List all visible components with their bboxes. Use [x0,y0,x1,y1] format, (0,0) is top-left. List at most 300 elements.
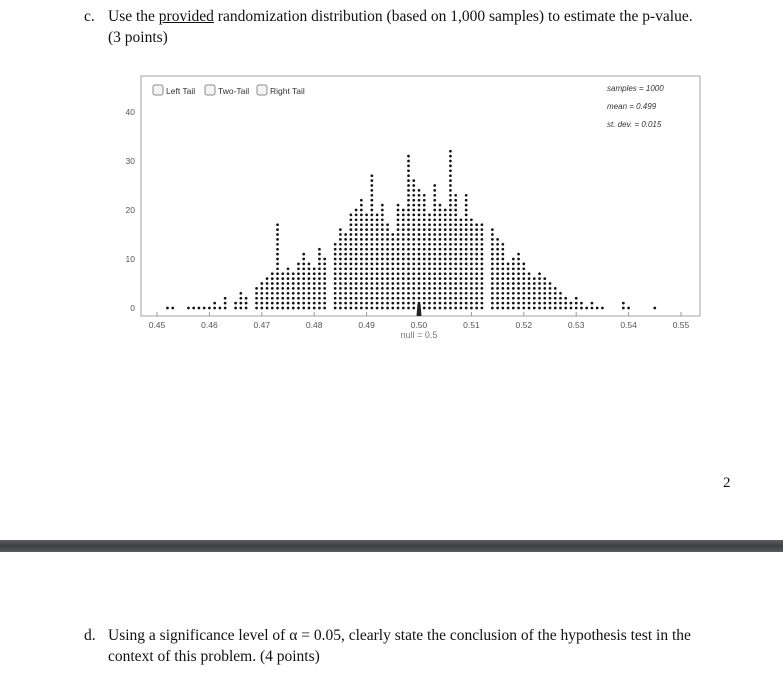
dot [533,292,536,295]
dot [491,282,494,285]
dot [423,233,426,236]
dot [386,263,389,266]
dot [460,233,463,236]
y-axis [126,107,136,313]
x-tick-label: 0.55 [672,320,690,330]
dot [428,243,431,246]
dot [465,263,468,266]
dot [281,307,284,310]
left-tail-checkbox[interactable] [153,85,195,96]
x-tick-label: 0.50 [410,320,428,330]
dot [412,228,415,231]
dot [407,218,410,221]
dot [224,307,227,310]
dot [234,307,237,310]
dot [402,263,405,266]
dot [423,258,426,261]
dot [465,282,468,285]
dot [512,263,515,266]
dot [381,238,384,241]
dot [407,258,410,261]
dot [454,214,457,217]
dot [460,267,463,270]
dot [470,292,473,295]
dot [554,292,557,295]
dot [313,277,316,280]
dot [370,223,373,226]
dot [460,243,463,246]
dot [433,282,436,285]
dot [297,277,300,280]
dot [549,287,552,290]
dot [370,248,373,251]
dot [370,233,373,236]
dot [522,277,525,280]
dot [522,302,525,305]
dot [365,233,368,236]
dot [370,253,373,256]
two-tail-checkbox-box[interactable] [205,85,215,95]
dot [491,277,494,280]
dot [522,263,525,266]
dot [439,218,442,221]
dot [412,253,415,256]
dot [339,292,342,295]
dot [418,253,421,256]
dot [433,272,436,275]
dot [302,267,305,270]
dot [407,282,410,285]
dot [344,292,347,295]
dot [428,218,431,221]
dot [166,307,169,310]
dot [470,258,473,261]
dot [512,267,515,270]
dot [407,184,410,187]
dot [412,194,415,197]
dot [350,214,353,217]
dot [365,277,368,280]
dot [318,277,321,280]
dot [276,267,279,270]
dot [449,238,452,241]
dot [350,287,353,290]
dot [360,263,363,266]
dot [381,209,384,212]
dot [407,263,410,266]
dot [287,287,290,290]
right-tail-checkbox-box[interactable] [257,85,267,95]
dot [423,292,426,295]
dot [412,292,415,295]
dot [355,209,358,212]
dot [454,228,457,231]
dot [344,258,347,261]
dot [501,243,504,246]
dot [418,267,421,270]
dot [423,297,426,300]
dot [423,287,426,290]
x-tick-label: 0.48 [305,320,323,330]
dot [418,238,421,241]
dot [496,282,499,285]
dot [334,297,337,300]
dot [381,267,384,270]
dot [496,297,499,300]
dot [439,223,442,226]
dot [339,248,342,251]
dot [407,277,410,280]
dot [365,302,368,305]
dot [522,292,525,295]
dot [292,287,295,290]
dot [428,253,431,256]
dot [292,277,295,280]
dot [281,287,284,290]
dot [381,287,384,290]
dot [454,248,457,251]
dot [475,307,478,310]
dot [355,282,358,285]
dot [276,263,279,266]
dot [407,292,410,295]
dot [407,233,410,236]
dot [334,292,337,295]
two-tail-checkbox[interactable] [205,85,249,96]
dot [575,307,578,310]
dot [365,218,368,221]
y-tick-label: 20 [125,205,135,215]
dot [350,243,353,246]
dot [439,204,442,207]
dot [350,253,353,256]
dot [245,302,248,305]
dot [334,307,337,310]
dot [418,194,421,197]
dot [376,223,379,226]
dot [475,248,478,251]
dot [355,263,358,266]
dot [287,297,290,300]
dot [470,272,473,275]
dot [507,267,510,270]
dot [538,292,541,295]
dot [370,302,373,305]
dot [428,258,431,261]
dot [470,282,473,285]
dot [418,214,421,217]
dot [370,287,373,290]
dot [470,263,473,266]
dot [386,277,389,280]
dot [308,263,311,266]
dot [481,223,484,226]
dot [528,272,531,275]
dot [454,263,457,266]
dot [449,150,452,153]
dot [360,209,363,212]
dot [444,297,447,300]
dot [308,277,311,280]
dot [465,307,468,310]
dot [350,297,353,300]
dot [444,302,447,305]
dot [428,233,431,236]
dot [407,160,410,163]
dot [360,199,363,202]
dot [465,253,468,256]
dot [308,307,311,310]
dot [454,238,457,241]
dot [391,253,394,256]
dot [481,248,484,251]
dot [334,272,337,275]
dot [224,297,227,300]
dot [517,272,520,275]
dot [433,258,436,261]
dot [449,179,452,182]
dot [418,292,421,295]
dot [465,209,468,212]
dot [433,287,436,290]
dot [491,267,494,270]
right-tail-checkbox[interactable] [257,85,305,96]
dot [370,209,373,212]
dot [407,223,410,226]
dot [418,282,421,285]
dot [402,253,405,256]
dot [397,263,400,266]
dot [355,233,358,236]
dot [517,267,520,270]
dot [423,248,426,251]
dot [219,307,222,310]
dot [549,292,552,295]
dot [323,277,326,280]
dot [370,214,373,217]
dot [339,267,342,270]
page-number: 2 [723,475,731,491]
dot [454,277,457,280]
dot [386,238,389,241]
dot [355,302,358,305]
dot [350,307,353,310]
dot [407,189,410,192]
dot [465,243,468,246]
dot [334,243,337,246]
left-tail-checkbox-box[interactable] [153,85,163,95]
dot [365,248,368,251]
dot [255,297,258,300]
dot [465,297,468,300]
x-tick-label: 0.45 [148,320,166,330]
dot [407,194,410,197]
dot [454,199,457,202]
dot [543,287,546,290]
dot [407,302,410,305]
dot [444,228,447,231]
dot [439,272,442,275]
dot [386,297,389,300]
dot [449,292,452,295]
dot [481,243,484,246]
dot [439,243,442,246]
dot [491,228,494,231]
dot [418,287,421,290]
dot [653,307,656,310]
dotplot-svg [111,72,711,344]
dot [428,287,431,290]
dot [538,297,541,300]
dot [355,292,358,295]
dot [370,263,373,266]
dot [266,292,269,295]
dot [360,223,363,226]
dot [407,165,410,168]
dot [334,282,337,285]
dot [449,243,452,246]
dot [512,307,515,310]
dot [449,160,452,163]
dot [260,282,263,285]
dot [302,272,305,275]
dot [528,287,531,290]
dot [475,223,478,226]
dot [397,282,400,285]
dot [271,287,274,290]
dot [412,233,415,236]
dot [260,302,263,305]
dot [533,297,536,300]
y-tick-label: 10 [125,254,135,264]
dot [402,258,405,261]
dot [465,302,468,305]
dot [381,214,384,217]
dot [355,248,358,251]
dot [454,272,457,275]
dot [318,307,321,310]
dot [454,209,457,212]
dot [444,253,447,256]
dot [481,287,484,290]
dot [339,307,342,310]
dot [444,272,447,275]
dot [376,263,379,266]
dot [449,209,452,212]
dot [397,204,400,207]
dot [454,258,457,261]
dot [491,302,494,305]
dot [255,302,258,305]
dot [433,194,436,197]
dot [543,302,546,305]
dot [276,248,279,251]
dot [501,277,504,280]
dot [313,282,316,285]
dot [365,287,368,290]
dot [386,307,389,310]
dot [302,263,305,266]
dot [543,277,546,280]
dot [470,218,473,221]
dot [470,297,473,300]
y-tick-label: 0 [130,303,135,313]
dot [460,302,463,305]
question-c [84,6,744,48]
dot [501,248,504,251]
dot [439,292,442,295]
dot [538,277,541,280]
dot [370,184,373,187]
dot [276,253,279,256]
y-tick-label: 30 [125,156,135,166]
question-d-letter: d. [84,627,96,644]
dot [402,214,405,217]
dot [460,218,463,221]
dot [418,204,421,207]
dot [543,282,546,285]
dot [239,302,242,305]
dot [501,307,504,310]
dot [381,218,384,221]
dot [208,307,211,310]
dot [449,258,452,261]
dot [397,302,400,305]
dot [381,307,384,310]
dot [465,238,468,241]
dot [428,228,431,231]
dot [260,287,263,290]
dot [350,292,353,295]
dot [444,287,447,290]
dot [507,292,510,295]
dot [407,272,410,275]
dot [564,302,567,305]
dot [570,302,573,305]
x-tick-label: 0.52 [515,320,533,330]
dot [365,258,368,261]
dot [423,302,426,305]
dot [350,248,353,251]
dot [465,204,468,207]
dot [418,189,421,192]
dot [507,263,510,266]
dot [407,248,410,251]
dot [454,243,457,246]
dot [481,272,484,275]
dot [308,267,311,270]
dot [297,272,300,275]
dot [501,253,504,256]
dot [439,233,442,236]
dot [407,297,410,300]
dot [460,272,463,275]
question-d-text-line1: Using a significance level of α = 0.05, clearly state the conclusion of the hypothesis test in the [108,627,691,644]
dot [470,238,473,241]
dot [381,272,384,275]
dot [481,253,484,256]
dot [460,248,463,251]
dot [428,297,431,300]
dot [397,253,400,256]
dot [391,233,394,236]
dot [428,248,431,251]
dot [418,218,421,221]
dot [449,194,452,197]
dot [433,184,436,187]
dot [302,307,305,310]
dot [376,233,379,236]
